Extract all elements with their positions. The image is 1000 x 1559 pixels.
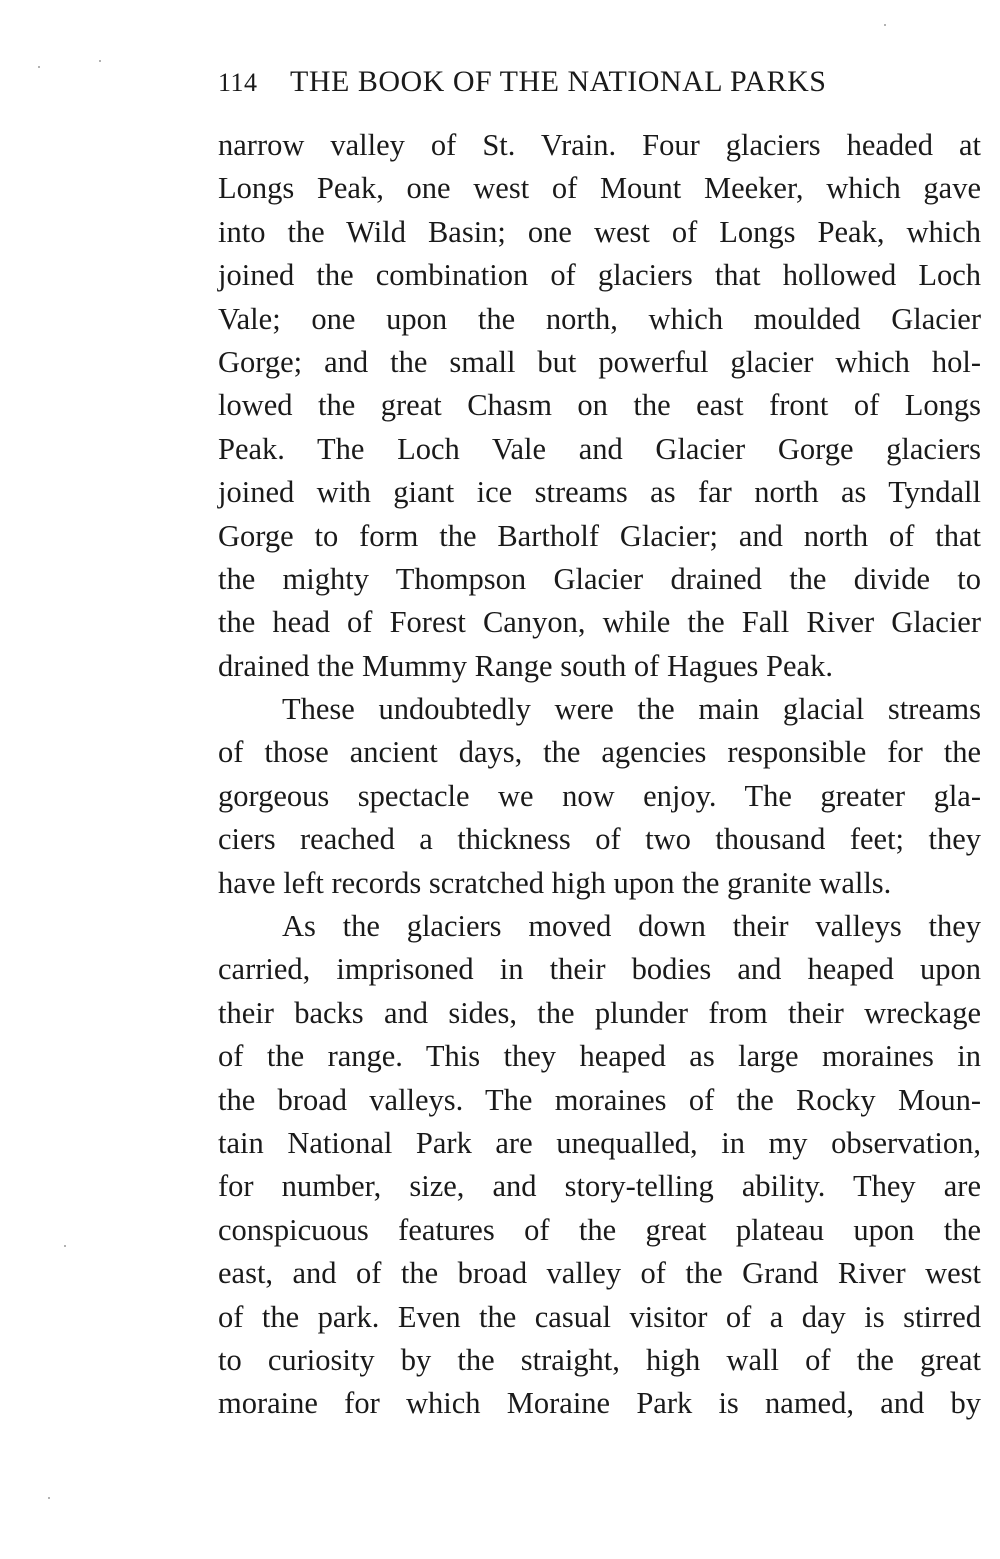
text-line: the head of Forest Canyon, while the Fall River Glacier xyxy=(218,605,981,640)
text-line: These undoubtedly were the main glacial streams xyxy=(282,692,981,727)
running-head xyxy=(218,62,978,102)
text-line: tain National Park are unequalled, in my observation, xyxy=(218,1125,981,1160)
text-line: Longs Peak, one west of Mount Meeker, which gave xyxy=(218,171,981,206)
text-line: carried, imprisoned in their bodies and heaped upon xyxy=(218,952,981,987)
text-line: have left records scratched high upon the granite walls. xyxy=(218,865,892,900)
scan-speck xyxy=(884,24,886,26)
text-line: lowed the great Chasm on the east front of Longs xyxy=(218,388,981,423)
text-line: moraine for which Moraine Park is named, and by xyxy=(218,1386,981,1421)
text-line: the broad valleys. The moraines of the Rocky Moun- xyxy=(218,1082,981,1117)
text-line: Gorge; and the small but powerful glacier which hol- xyxy=(218,344,981,379)
text-line: into the Wild Basin; one west of Longs Peak, which xyxy=(218,214,981,249)
text-line: ciers reached a thickness of two thousand feet; they xyxy=(218,822,981,857)
book-title: THE BOOK OF THE NATIONAL PARKS xyxy=(290,65,827,98)
paragraph-1 xyxy=(218,124,981,688)
text-line: the mighty Thompson Glacier drained the divide to xyxy=(218,561,981,596)
text-line: east, and of the broad valley of the Grand River west xyxy=(218,1256,981,1291)
text-line: gorgeous spectacle we now enjoy. The greater gla- xyxy=(218,778,981,813)
text-line: Gorge to form the Bartholf Glacier; and north of that xyxy=(218,518,981,553)
text-line: joined with giant ice streams as far north as Tyndall xyxy=(218,475,981,510)
text-line: of the park. Even the casual visitor of a day is stirred xyxy=(218,1299,981,1334)
text-line: joined the combination of glaciers that hollowed Loch xyxy=(218,258,981,293)
scan-speck xyxy=(38,66,40,68)
body-text xyxy=(218,124,981,1426)
paragraph-2 xyxy=(218,688,981,905)
text-line: As the glaciers moved down their valleys they xyxy=(282,909,981,944)
text-line: conspicuous features of the great plateau upon the xyxy=(218,1212,981,1247)
text-line: to curiosity by the straight, high wall of the great xyxy=(218,1342,981,1377)
text-line: their backs and sides, the plunder from their wreckage xyxy=(218,995,981,1030)
scan-speck xyxy=(99,60,101,62)
text-line: Peak. The Loch Vale and Glacier Gorge glaciers xyxy=(218,431,981,466)
text-line: Vale; one upon the north, which moulded Glacier xyxy=(218,301,981,336)
text-line: drained the Mummy Range south of Hagues Peak. xyxy=(218,648,833,683)
text-line: of the range. This they heaped as large moraines in xyxy=(218,1039,981,1074)
text-line: narrow valley of St. Vrain. Four glaciers headed at xyxy=(218,128,981,162)
scan-speck xyxy=(48,1497,50,1499)
paragraph-3 xyxy=(218,905,981,1426)
scan-speck xyxy=(64,1245,66,1247)
text-line: of those ancient days, the agencies responsible for the xyxy=(218,735,981,770)
page-number: 114 xyxy=(218,68,258,97)
text-line: for number, size, and story-telling ability. They are xyxy=(218,1169,981,1204)
